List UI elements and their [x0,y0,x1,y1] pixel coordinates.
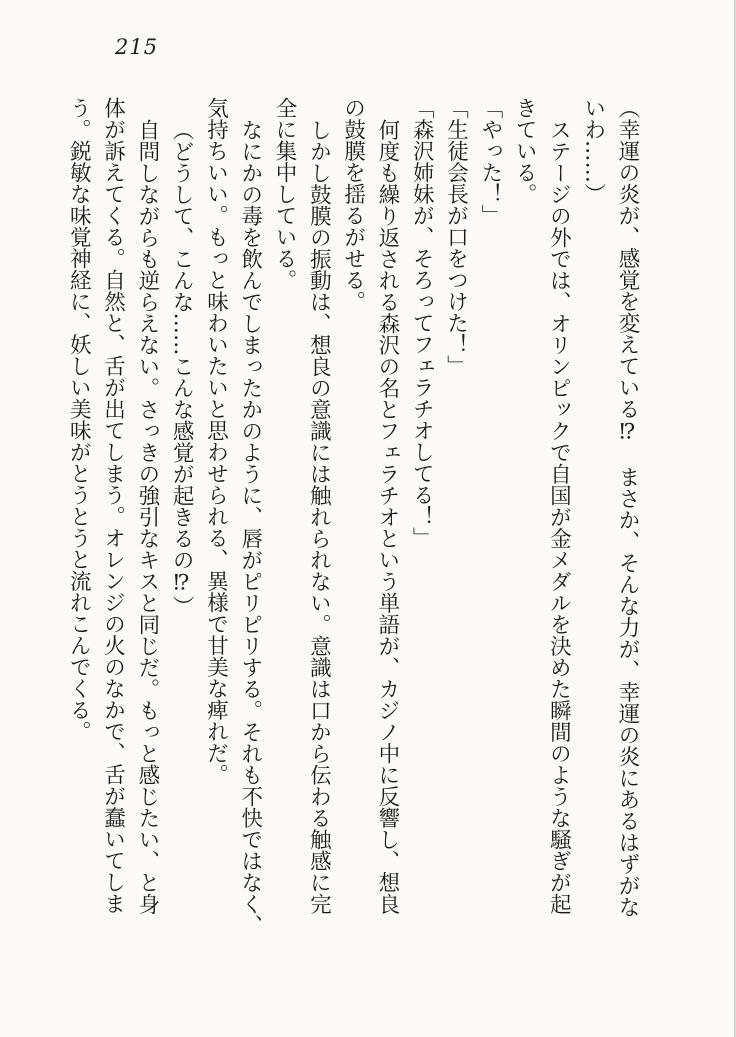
text-column: （どうして、こんな……こんな感覚が起きるの⁉） [169,118,195,617]
text-column: 「生徒会長が口をつけた！」 [443,97,469,377]
text-column: う。鋭敏な味覚神経に、妖しい美味がとうとうと流れこんでくる。 [66,97,92,742]
text-column: 「森沢姉妹が、そろってフェラチオしてる！」 [409,97,435,549]
page-number: 215 [115,35,159,59]
text-column: 体が訴えてくる。自然と、舌が出てしまう。オレンジの火のなかで、舌が蠢いてしま [100,97,126,914]
text-column: しかし鼓膜の振動は、想良の意識には触れられない。意識は口から伝わる触感に完 [306,118,332,914]
vertical-text-block [58,97,644,945]
text-column: なにかの毒を飲んでしまったかのように、唇がピリピリする。それも不快ではなく、 [237,118,263,936]
text-column: 全に集中している。 [272,97,298,291]
text-column: 自問しながらも逆らえない。さっきの強引なキスと同じだ。もっと感じたい、と身 [134,118,160,914]
text-column: 「やった！」 [477,97,503,226]
text-column: いわ……） [580,97,606,205]
text-column: 何度も繰り返される森沢の名とフェラチオという単語が、カジノ中に反響し、想良 [374,118,400,914]
text-column: ステージの外では、オリンピックで自国が金メダルを決めた瞬間のような騒ぎが起 [546,118,572,914]
text-column: 気持ちいい。もっと味わいたいと思わせられる、異様で甘美な痺れだ。 [203,97,229,785]
text-column: （幸運の炎が、感覚を変えている⁉ まさか、そんな力が、幸運の炎にあるはずがな [615,97,640,918]
text-column: の鼓膜を揺るがせる。 [340,97,366,312]
text-column: きている。 [512,97,538,205]
